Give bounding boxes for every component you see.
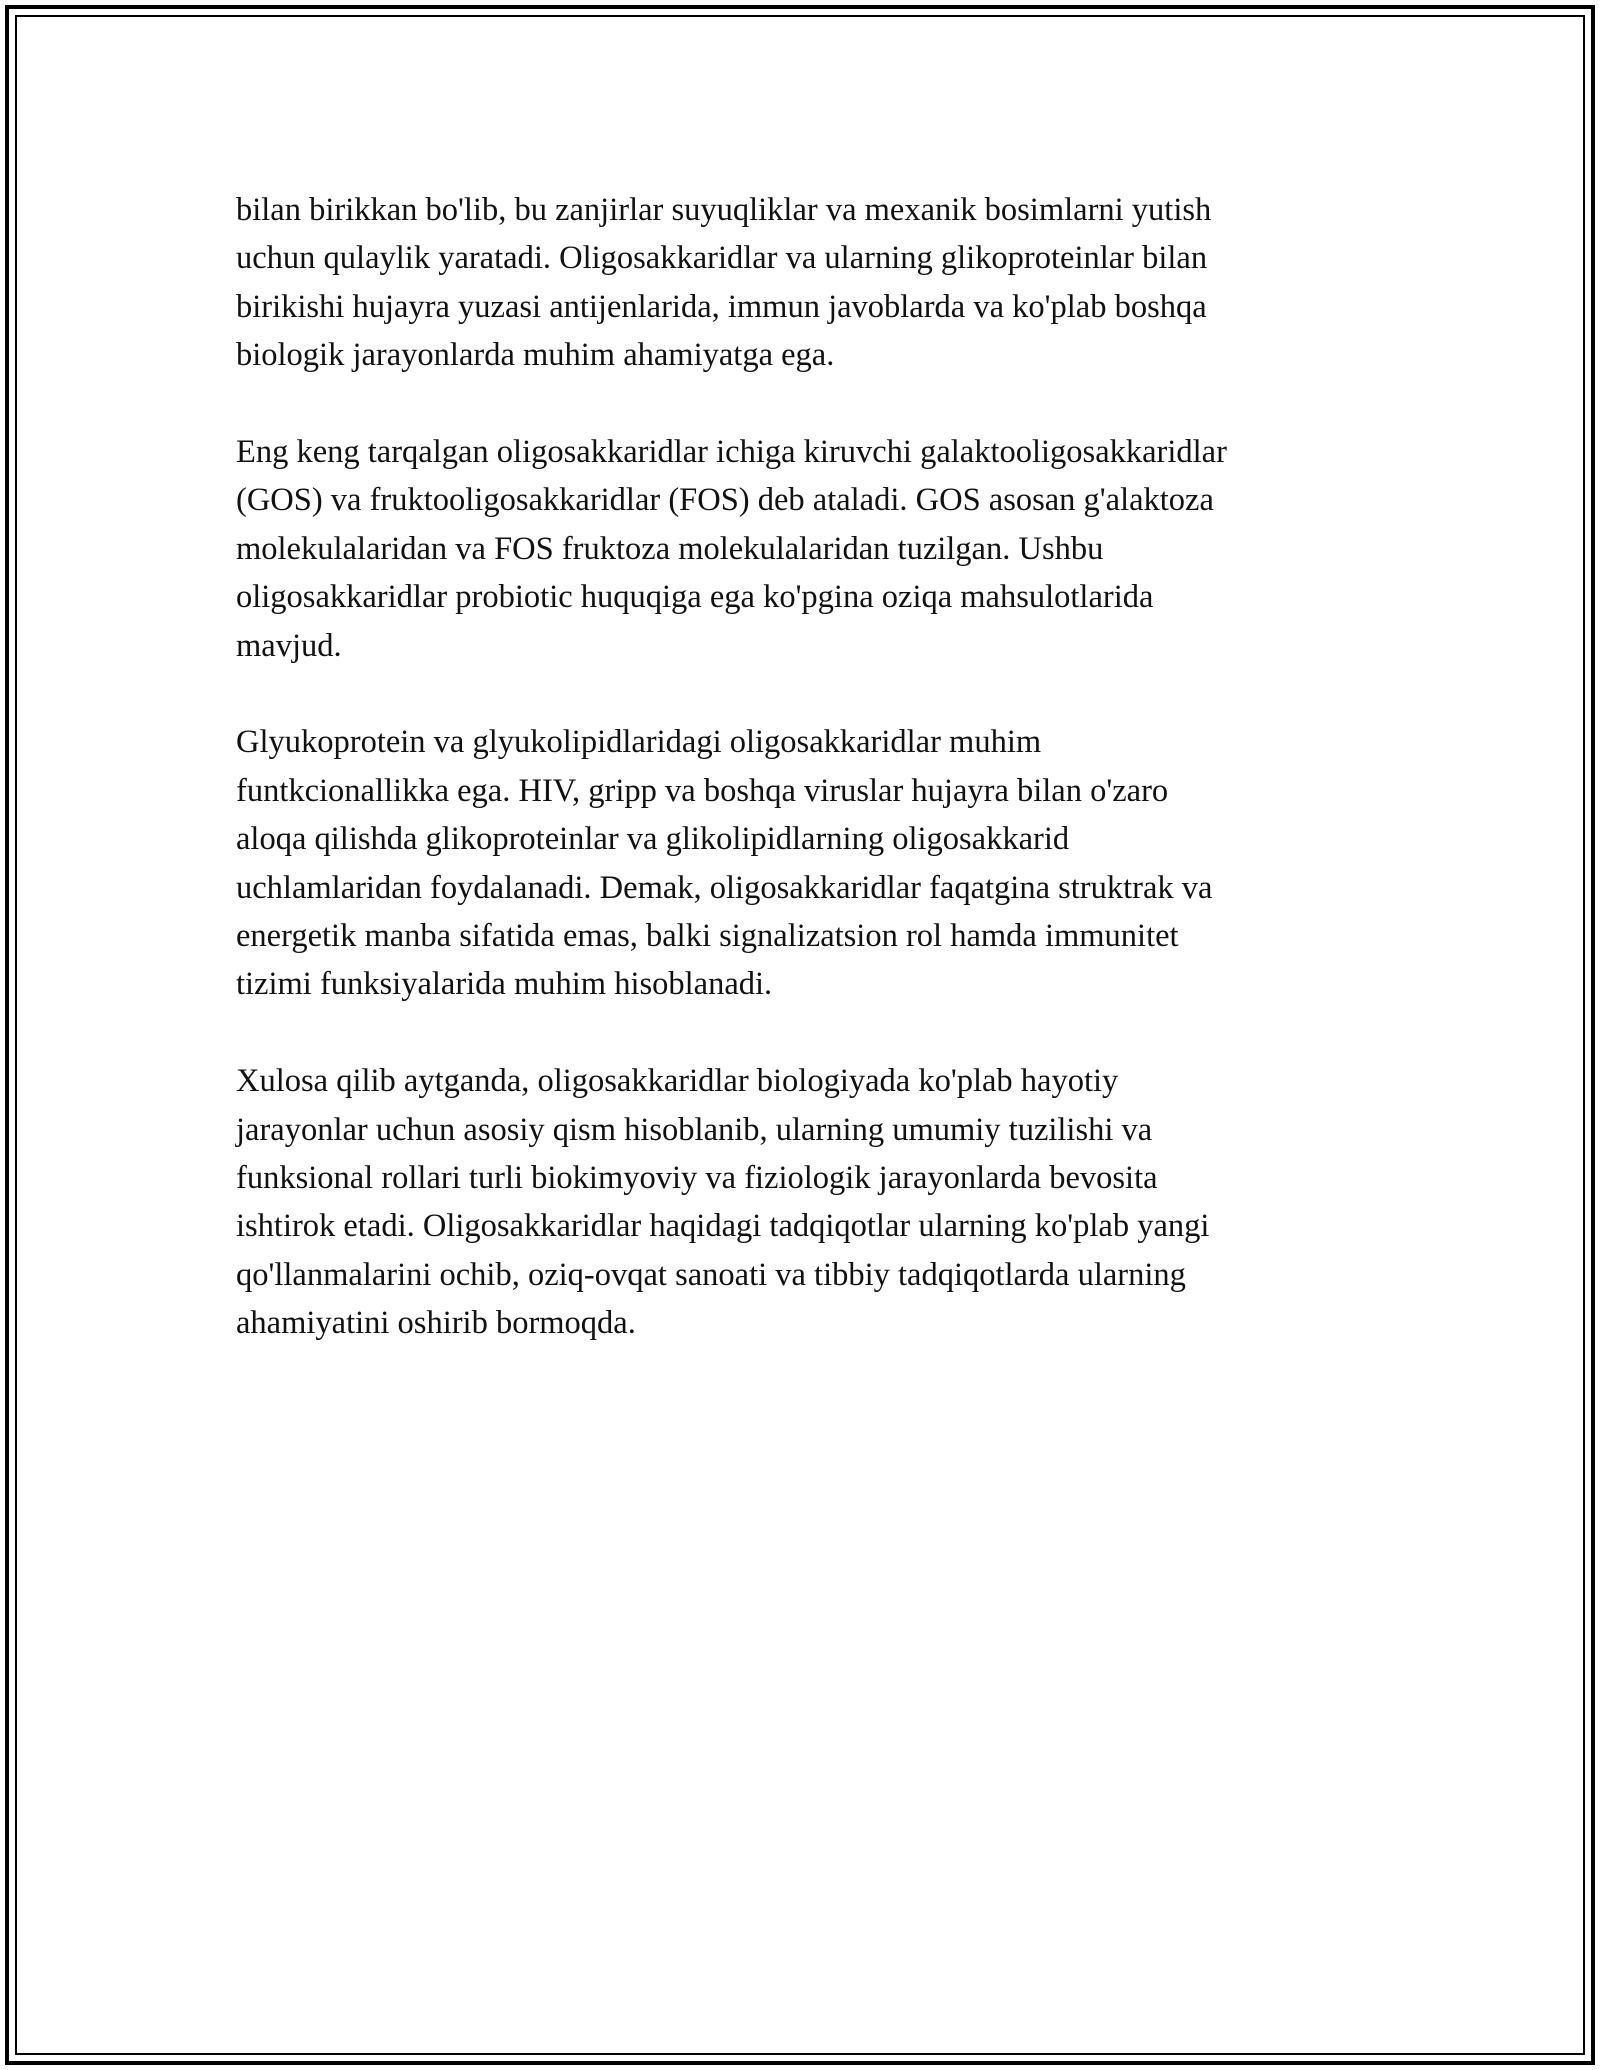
paragraph: bilan birikkan bo'lib, bu zanjirlar suyuqliklar va mexanik bosimlarni yutish uchun qulaylik yaratadi. Oligosakkaridlar va ularning glikoproteinlar bilan birikishi hujayra yuzasi antijenlarida, immun javoblarda va ko'plab boshqa biologik jarayonlarda muhim ahamiyatga ega. — [236, 192, 1212, 374]
paragraph: Eng keng tarqalgan oligosakkaridlar ichiga kiruvchi galaktooligosakkaridlar (GOS) va fruktooligosakkaridlar (FOS) deb ataladi. GOS asosan g'alaktoza molekulalaridan va FOS fruktoza molekulalaridan tuzilgan. Ushbu oligosakkaridlar probiotic huquqiga ega ko'pgina oziqa mahsulotlarida mavjud. — [236, 434, 1227, 664]
paragraph: Glyukoprotein va glyukolipidlaridagi oligosakkaridlar muhim funtkcionallikka ega. HIV, gripp va boshqa viruslar hujayra bilan o'zaro aloqa qilishda glikoproteinlar va glikolipidlarning oligosakkarid uchlamlaridan foydalanadi. Demak, oligosakkaridlar faqatgina struktrak va energetik manba sifatida emas, balki signalizatsion rol hamda immunitet tizimi funksiyalarida muhim hisoblanadi. — [236, 724, 1213, 1003]
paragraph: Xulosa qilib aytganda, oligosakkaridlar biologiyada ko'plab hayotiy jarayonlar uchun asosiy qism hisoblanib, ularning umumiy tuzilishi va funksional rollari turli biokimyoviy va fiziologik jarayonlarda bevosita ishtirok etadi. Oligosakkaridlar haqidagi tadqiqotlar ularning ko'plab yangi qo'llanmalarini ochib, oziq-ovqat sanoati va tibbiy tadqiqotlarda ularning ahamiyatini oshirib bormoqda. — [236, 1063, 1210, 1342]
document-body — [236, 186, 1366, 1396]
